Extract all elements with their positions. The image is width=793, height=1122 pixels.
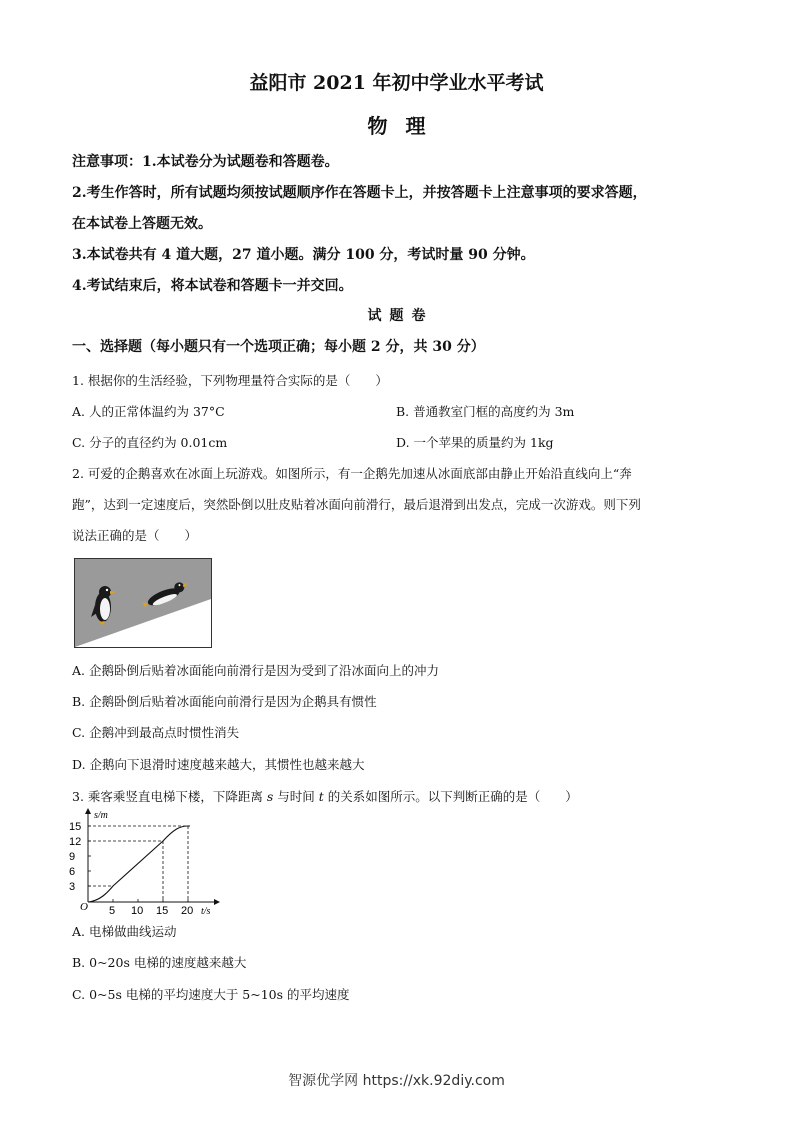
footer-watermark[interactable]: 智源优学网 https://xk.92diy.com [288,1073,505,1089]
x-tick-15: 15 [156,905,169,917]
y-axis-arrow-icon [85,808,91,814]
note-line-2: 2.考生作答时，所有试题均须按试题顺序作在答题卡上，并按答题卡上注意事项的要求答题， [72,185,647,201]
x-tick-10: 10 [131,905,144,917]
y-tick-6: 6 [69,866,76,878]
q3-stem-t: t [318,789,324,804]
x-tick-5: 5 [109,905,116,917]
s-t-curve [88,826,190,902]
s-t-graph [68,806,228,918]
y-axis-label: s/m [94,810,108,821]
q1-option-c: C. 分子的直径约为 0.01cm [72,435,228,450]
penguin-illustration [75,559,211,647]
q2-option-a: A. 企鹅卧倒后贴着冰面能向前滑行是因为受到了沿冰面向上的冲力 [72,663,439,678]
q3-option-b: B. 0~20s 电梯的速度越来越大 [72,955,247,970]
q2-option-c: C. 企鹅冲到最高点时惯性消失 [72,725,240,740]
q3-stem-s: s [266,789,274,804]
y-tick-12: 12 [69,836,82,848]
penguin-figure [74,558,212,648]
part-heading: 一、选择题（每小题只有一个选项正确；每小题 2 分，共 30 分） [72,339,485,355]
q3-option-a: A. 电梯做曲线运动 [72,924,177,939]
section-title: 试题卷 [367,308,434,324]
q2-option-b: B. 企鹅卧倒后贴着冰面能向前滑行是因为企鹅具有惯性 [72,694,377,709]
q2-stem-line-2: 跑”，达到一定速度后，突然卧倒以肚皮贴着冰面向前滑行，最后退滑到出发点，完成一次游戏。则下列 [72,497,641,512]
q3-stem [72,787,578,805]
q1-option-b: B. 普通教室门框的高度约为 3m [396,404,575,419]
origin-label: O [80,901,88,913]
y-tick-3: 3 [69,881,76,893]
note-line-5: 4.考试结束后，将本试卷和答题卡一并交回。 [72,278,353,294]
s-t-graph-svg [68,806,228,918]
x-tick-20: 20 [181,905,194,917]
q1-option-a: A. 人的正常体温约为 37°C [72,404,225,419]
q2-stem-line-1: 2. 可爱的企鹅喜欢在冰面上玩游戏。如图所示，有一企鹅先加速从冰面底部由静止开始沿直线向上“奔 [72,466,632,481]
page-title: 益阳市 2021 年初中学业水平考试 [249,72,544,94]
q3-stem-mid: 与时间 [273,789,319,804]
q3-option-c: C. 0~5s 电梯的平均速度大于 5~10s 的平均速度 [72,987,350,1002]
q2-stem-line-3: 说法正确的是（ ） [72,528,198,543]
note-line-3: 在本试卷上答题无效。 [72,216,212,232]
subject-title: 物理 [367,114,444,138]
q3-stem-post: 的关系如图所示。以下判断正确的是（ ） [323,789,578,804]
q2-option-d: D. 企鹅向下退滑时速度越来越大，其惯性也越来越大 [72,757,365,772]
y-tick-15: 15 [69,821,82,833]
x-axis-label: t/s [201,906,211,917]
y-tick-9: 9 [69,851,76,863]
note-line-4: 3.本试卷共有 4 道大题，27 道小题。满分 100 分，考试时量 90 分钟。 [72,247,535,263]
q1-stem: 1. 根据你的生活经验，下列物理量符合实际的是（ ） [72,373,388,388]
q3-stem-pre: 3. 乘客乘竖直电梯下楼，下降距离 [72,789,267,804]
note-line-1: 注意事项：1.本试卷分为试题卷和答题卷。 [72,154,339,170]
q1-option-d: D. 一个苹果的质量约为 1kg [396,435,554,450]
x-axis-arrow-icon [214,899,220,905]
